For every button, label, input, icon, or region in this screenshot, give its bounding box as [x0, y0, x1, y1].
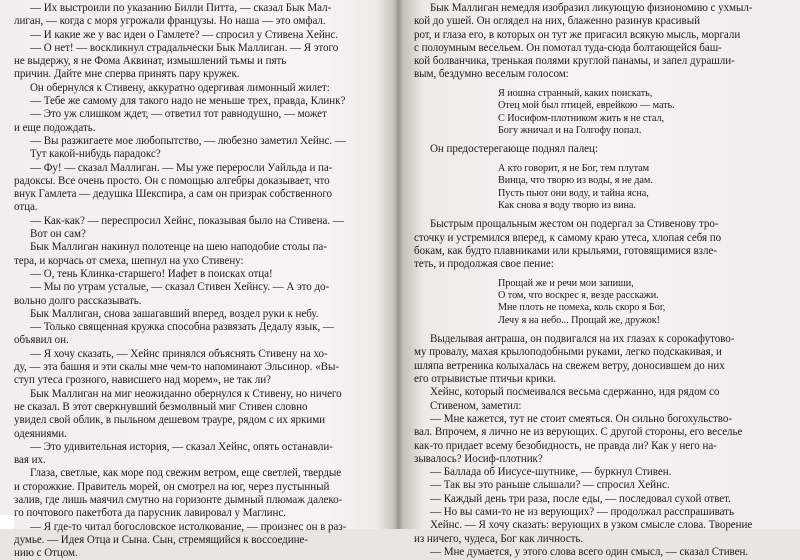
text-line: Бык Маллиган накинул полотенце на шею наподобие столы па-	[30, 241, 327, 254]
text-line: — Мне кажется, тут не стоит смеяться. Он сильно богохульство-	[430, 412, 732, 425]
verse-line: Как снова я воду творю из вина.	[498, 199, 636, 211]
text-line: внук Гамлета — дедушка Шекспира, а сам он призрак собственного	[14, 188, 333, 201]
text-line: Быстрым прощальным жестом он подергал за Стивенову тро-	[430, 218, 719, 231]
text-line: Стивеном, заметил:	[430, 399, 522, 412]
text-line: — И какие же у вас идеи о Гамлете? — спросил у Стивена Хейнс.	[30, 28, 339, 41]
verse-line: Отец мой был птицей, еврейкою — мать.	[498, 100, 675, 112]
text-line: Хейнс, который посмеивался весьма сдержанно, идя рядом со	[430, 386, 720, 399]
text-line: объявил он.	[14, 334, 69, 347]
right-page	[414, 0, 786, 558]
left-page	[14, 0, 374, 560]
text-line: — Мы по утрам усталые, — сказал Стивен Хейнсу. — А это до-	[30, 281, 330, 294]
text-line: Он обернулся к Стивену, аккуратно одергивая лимонный жилет:	[30, 81, 330, 94]
text-line: Бык Маллиган немедля изобразил ликующую физиономию с ухмыл-	[430, 2, 753, 14]
text-line: Тут какой-нибудь парадокс?	[30, 148, 161, 161]
text-line: и сторожкие. Правитель морей, он смотрел на юг, через пустынный	[14, 480, 330, 493]
text-line: — Но вы сами-то не из верующих? — продолжал расспрашивать	[430, 506, 734, 518]
text-line: вая их.	[14, 454, 46, 467]
text-line: — Их выстроили по указанию Билли Питта, — сказал Бык Мал-	[30, 2, 332, 14]
verse-line: Пусть пьют они воду, и тайна ясна,	[498, 187, 649, 199]
text-line: Бык Маллиган, снова зашагавший вперед, воздел руки к небу.	[30, 307, 319, 320]
text-line: шляпа ветреника колыхалась на свежем ветру, доносившем до них	[414, 359, 725, 372]
text-line: отца.	[14, 201, 38, 214]
text-line: Хейнс. — Я хочу сказать: верующих в узком смысле слова. Творение	[430, 519, 753, 532]
text-line: рот, и глаза его, в которых он тут же пригасил всякую мысль, моргали	[414, 28, 741, 41]
text-line: — Я хочу сказать, — Хейнс принялся объяснять Стивену на хо-	[30, 347, 328, 360]
text-line: нию с Отцом.	[14, 547, 78, 560]
text-line: — Как-как? — переспросил Хейнс, показывая было на Стивена. —	[30, 214, 344, 227]
text-line: Он предостерегающе поднял палец:	[430, 143, 598, 156]
verse-line: Прощай же и речи мои запиши,	[498, 277, 634, 289]
paragraph	[414, 333, 786, 559]
verse-line: Лечу я на небо... Прощай же, дружок!	[498, 314, 661, 326]
verse-stanza	[498, 163, 786, 213]
text-line: вольно долго рассказывать.	[14, 294, 142, 307]
text-line: ступ утеса грозного, нависшего над морем», не так ли?	[14, 374, 271, 387]
text-line: думье. — Идея Отца и Сына. Сын, стремящийся к воссоедине-	[14, 533, 308, 546]
paragraph	[414, 218, 786, 271]
verse-line: Мне плоть не помеха, коль скоро я Бог,	[498, 302, 666, 314]
verse-line: О том, что воскрес я, везде расскажи.	[498, 289, 659, 301]
text-line: ду, — эта башня и эти скалы мне чем-то напоминают Эльсинор. «Вы-	[14, 361, 339, 374]
text-line: — Так вы это раньше слышали? — спросил Хейнс.	[430, 479, 670, 492]
text-line: кой до ушей. Он оглядел на них, блаженно разинув красивый	[414, 15, 700, 28]
text-line: — Это уж слишком ждет, — ответил тот равнодушно, — может	[30, 108, 327, 121]
text-line: теть, и продолжая свое пение:	[414, 258, 554, 271]
text-line: — Мне думается, у этого слова всего один смысл, — сказал Стивен.	[430, 545, 749, 558]
verse-line: Я иошна странный, каких поискать,	[498, 87, 653, 99]
text-line: вым, бездумно веселым голосом:	[414, 68, 569, 81]
text-line: не сказал. В этот сверкнувший безмолвный миг Стивен словно	[14, 400, 308, 413]
text-line: Выделывая антраша, он подвигался на их глазах к сорокафутово-	[430, 333, 735, 346]
text-line: тера, и корчась от смеха, шепнул на ухо Стивену:	[14, 254, 244, 267]
text-line: из ничего, чудеса, Бог как личность.	[414, 532, 584, 545]
text-line: не выдержу, я не Фома Аквинат, измышлений тьмы и пять	[14, 55, 287, 68]
text-line: как-то придает всему безобидность, не правда ли? Как у него на-	[414, 439, 717, 452]
text-line: — Вы разжигаете мое любопытство, — любезно заметил Хейнс. —	[30, 134, 346, 147]
text-line: Вот он сам?	[30, 228, 86, 241]
text-line: одеяниями.	[14, 427, 67, 440]
text-line: его отрывистые птичьи крики.	[414, 373, 557, 386]
text-line: увидел свой облик, в пыльном дешевом трауре, рядом с их яркими	[14, 414, 325, 427]
text-line: зывалось? Иосиф-плотник?	[414, 452, 543, 465]
text-line: причин. Дайте мне сперва принять пару кружек.	[14, 68, 240, 81]
text-line: Бык Маллиган на миг неожиданно обернулся к Стивену, но ничего	[30, 387, 342, 400]
verse-stanza	[498, 278, 786, 328]
text-line: с полоумным весельем. Он помотал туда-сюда болтающейся баш-	[414, 41, 722, 54]
text-line: — Только священная кружка способна развязать Дедалу язык, —	[30, 321, 334, 334]
verse-line: А кто говорит, я не Бог, тем плутам	[498, 162, 650, 174]
text-line: — Тебе же самому для такого надо не меньше трех, правда, Клинк?	[30, 95, 346, 108]
verse-stanza	[498, 88, 786, 138]
text-line: бокам, как будто плавниками или крыльями, готовящимися взле-	[414, 244, 717, 257]
text-line: — Баллада об Иисусе-шутнике, — буркнул Стивен.	[430, 466, 672, 479]
text-line: кой болванчика, тренькая полями круглой панамы, и запел дурашли-	[414, 55, 735, 68]
text-line: Глаза, светлые, как море под свежим ветром, еще светлей, твердые	[30, 467, 342, 480]
page-corner	[0, 515, 14, 529]
text-line: радоксы. Все очень просто. Он с помощью алгебры доказывает, что	[14, 174, 330, 187]
text-line: — Я где-то читал богословское истолкование, — произнес он в раз-	[30, 520, 347, 533]
text-line: залив, где лишь маячил смутно на горизонте дымный плюмаж далеко-	[14, 493, 343, 506]
text-line: и еще подождать.	[14, 121, 96, 134]
verse-line: С Иосифом-плотником жить я не стал,	[498, 112, 665, 124]
verse-line: Винца, что творю из воды, я не дам.	[498, 175, 653, 187]
text-line: — Фу! — сказал Маллиган. — Мы уже переросли Уайльда и па-	[30, 161, 333, 174]
paragraph	[414, 2, 786, 82]
text-line: — Каждый день три раза, после еды, — последовал сухой ответ.	[430, 492, 731, 505]
text-line: — О нет! — воскликнул страдальчески Бык Маллиган. — Я этого	[30, 41, 339, 54]
text-line: го почтового пакетбота да парусник лавировал у Маглинс.	[14, 507, 286, 520]
text-line: му провалу, махая крылоподобными руками, легко подскакивая, и	[414, 346, 722, 359]
text-line: — Это удивительная история, — сказал Хейнс, опять останавли-	[30, 440, 333, 453]
verse-line: Богу жничал и на Голгофу попал.	[498, 125, 642, 136]
text-line: лиган, — когда с моря угрожали французы. Но наша — это омфал.	[14, 15, 326, 28]
text-line: — О, тень Клинка-старшего! Иафет в поисках отца!	[30, 267, 273, 280]
text-line: вал. Впрочем, я лично не из верующих. С другой стороны, его веселье	[414, 426, 743, 439]
text-line: сточку и устремился вперед, к самому краю утеса, хлопая себя по	[414, 231, 722, 244]
